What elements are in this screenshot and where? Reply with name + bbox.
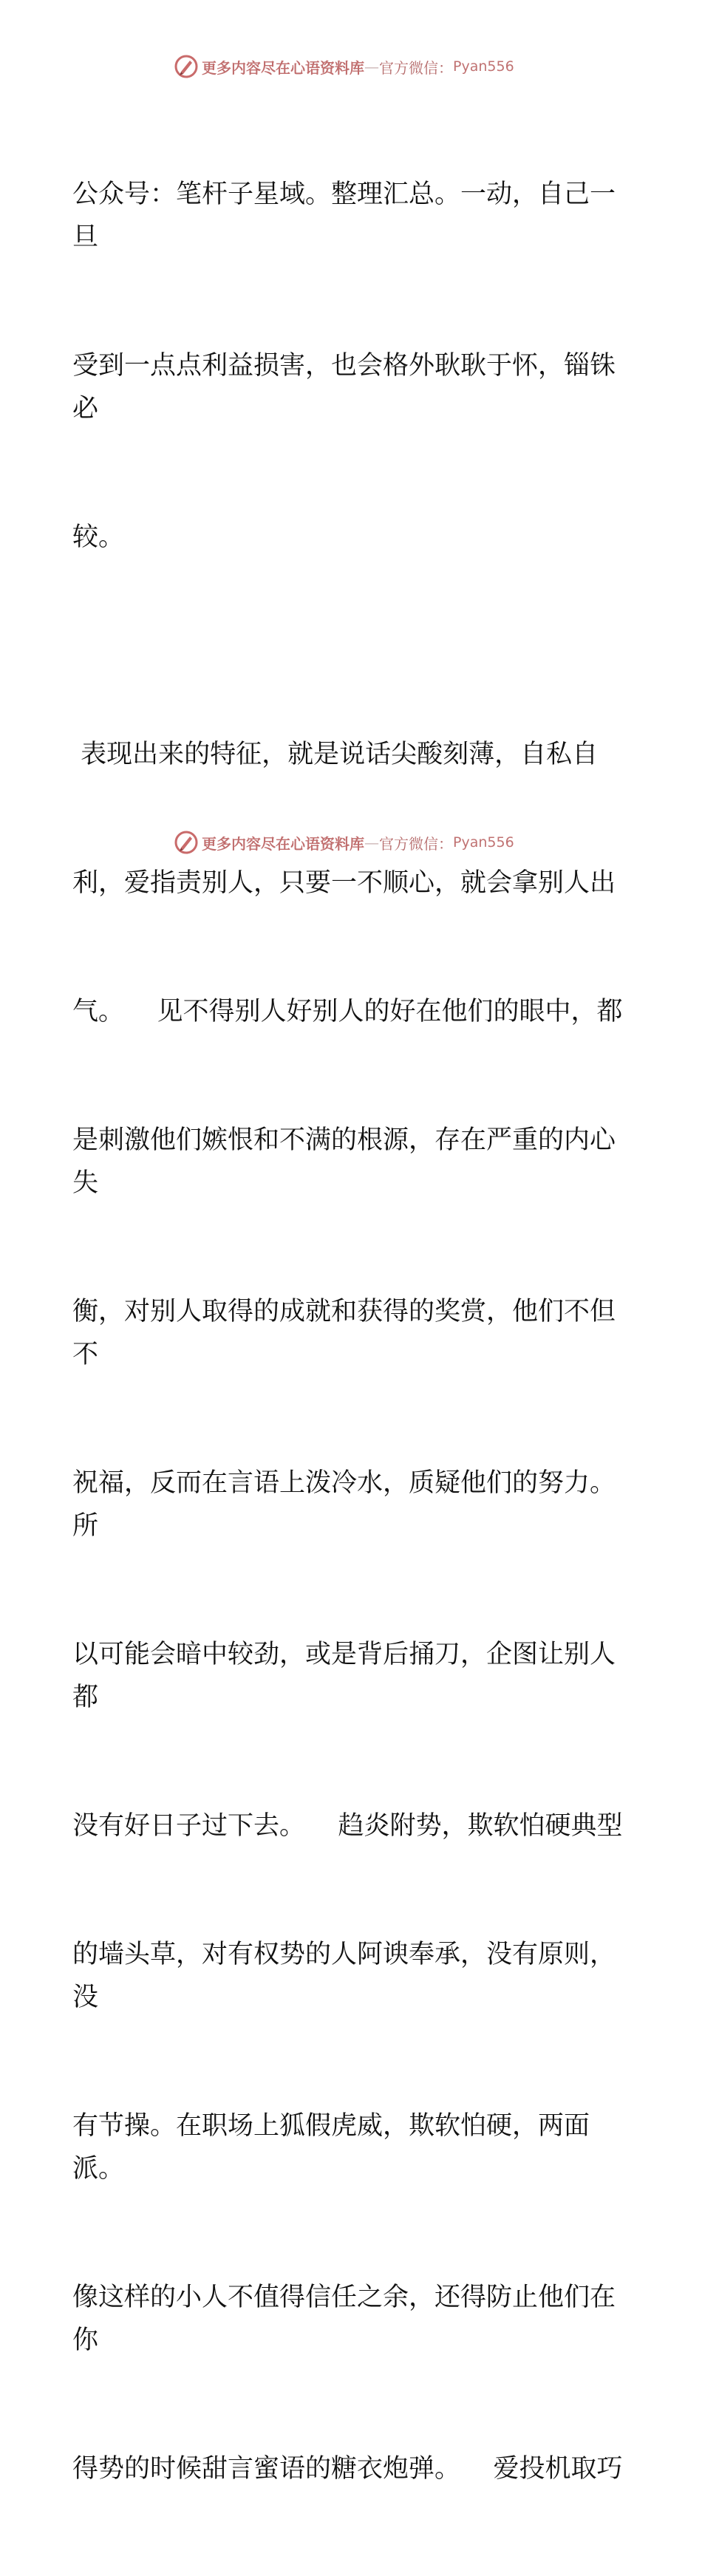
text-line: 有节操。在职场上狐假虎威，欺软怕硬，两面派。 bbox=[72, 2111, 590, 2184]
paragraph-1 bbox=[72, 87, 634, 644]
watermark-brand: 更多内容尽在心语资料库 bbox=[202, 834, 364, 853]
watermark-wechat-id: Pyan556 bbox=[453, 834, 514, 851]
pen-logo-icon bbox=[174, 830, 199, 855]
text-line: 利，爱指责别人，只要一不顺心，就会拿别人出 bbox=[72, 868, 616, 898]
text-line: 的墙头草，对有权势的人阿谀奉承，没有原则，没 bbox=[72, 1940, 616, 2012]
watermark-dash: — bbox=[364, 58, 379, 75]
paragraph-2 bbox=[72, 647, 634, 2576]
text-line: 祝福，反而在言语上泼冷水，质疑他们的努力。所 bbox=[72, 1468, 616, 1541]
text-line: 受到一点点利益损害，也会格外耿耿于怀，锱铢必 bbox=[72, 351, 616, 423]
watermark-brand: 更多内容尽在心语资料库 bbox=[202, 58, 364, 77]
watermark-contact-label: 官方微信： bbox=[379, 834, 453, 853]
watermark-contact-label: 官方微信： bbox=[379, 58, 453, 77]
pen-logo-icon bbox=[174, 54, 199, 79]
text-line: 以可能会暗中较劲，或是背后捅刀，企图让别人都 bbox=[72, 1640, 616, 1712]
text-line: 像这样的小人不值得信任之余，还得防止他们在你 bbox=[72, 2283, 616, 2355]
watermark-dash: — bbox=[364, 834, 379, 851]
footer-watermark bbox=[174, 829, 514, 856]
text-line: 较。 bbox=[72, 522, 125, 552]
text-line: 衡，对别人取得的成就和获得的奖赏，他们不但不 bbox=[72, 1297, 616, 1369]
text-line: 气。 见不得别人好别人的好在他们的眼中，都 bbox=[72, 997, 623, 1026]
text-line: 得势的时候甜言蜜语的糖衣炮弹。 爱投机取巧 bbox=[72, 2454, 623, 2484]
text-line: 表现出来的特征，就是说话尖酸刻薄，自私自 bbox=[72, 740, 599, 769]
text-line: 是刺激他们嫉恨和不满的根源，存在严重的内心失 bbox=[72, 1125, 616, 1198]
header-watermark bbox=[174, 53, 514, 80]
document-body bbox=[72, 87, 634, 2576]
text-line: 没有好日子过下去。 趋炎附势，欺软怕硬典型 bbox=[72, 1811, 623, 1841]
text-line: 公众号：笔杆子星域。整理汇总。一动，自己一旦 bbox=[72, 180, 616, 252]
watermark-wechat-id: Pyan556 bbox=[453, 58, 514, 75]
